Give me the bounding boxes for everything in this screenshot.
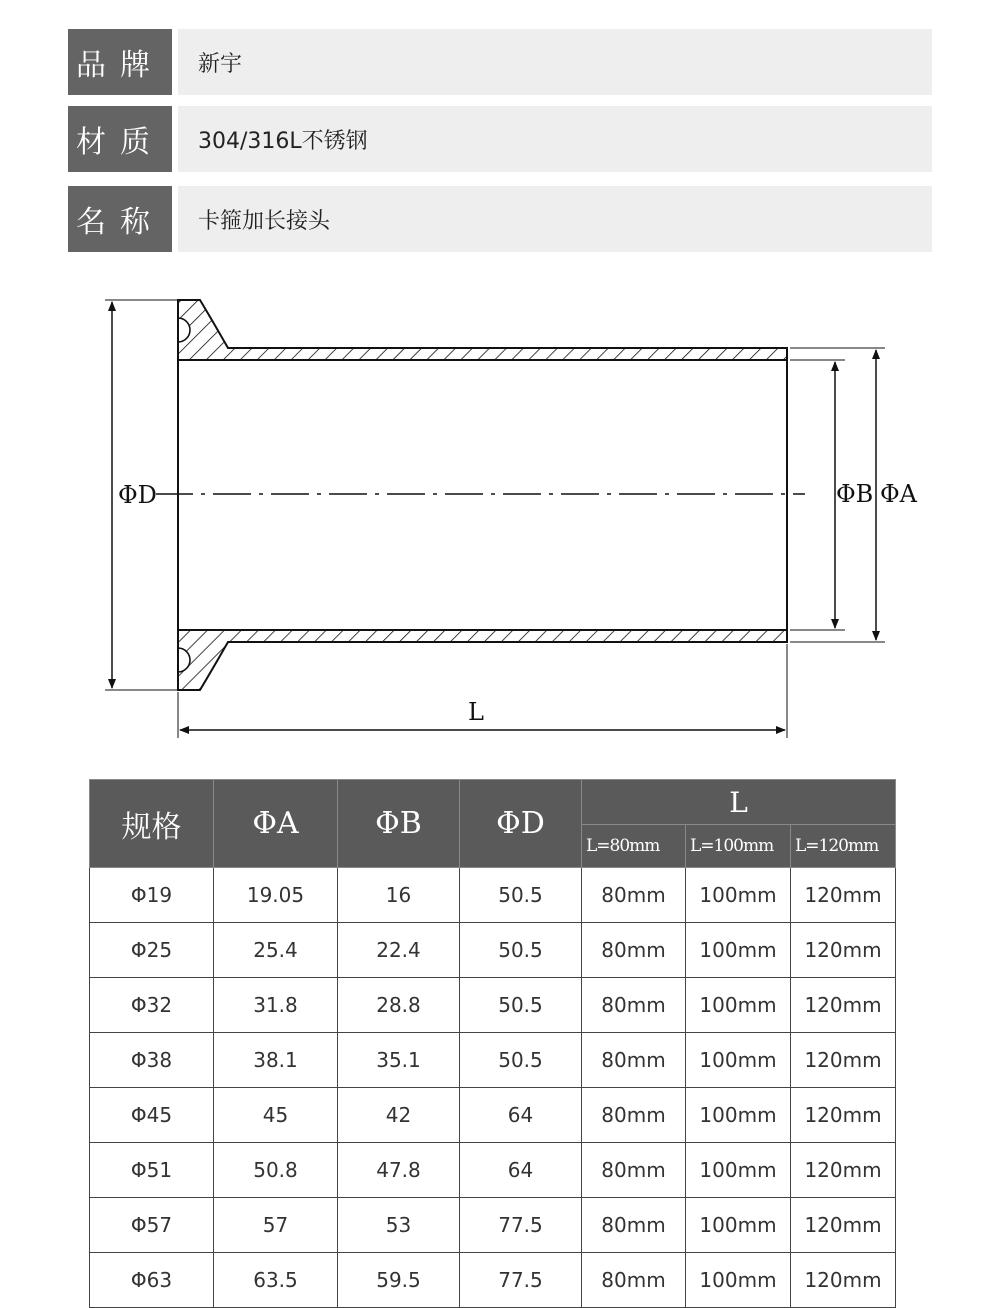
table-cell: Φ51 xyxy=(90,1143,214,1198)
table-cell: 120mm xyxy=(791,923,896,978)
table-cell: Φ25 xyxy=(90,923,214,978)
table-cell: 100mm xyxy=(686,1198,791,1253)
spec-table xyxy=(89,779,896,1308)
table-cell: 80mm xyxy=(582,923,686,978)
table-cell: 50.5 xyxy=(460,923,582,978)
table-cell: 120mm xyxy=(791,1088,896,1143)
table-row xyxy=(90,1088,896,1143)
info-row-material xyxy=(68,106,932,172)
table-row xyxy=(90,1033,896,1088)
info-value: 卡箍加长接头 xyxy=(178,186,932,252)
table-cell: 80mm xyxy=(582,1033,686,1088)
table-cell: 42 xyxy=(338,1088,460,1143)
table-cell: Φ57 xyxy=(90,1198,214,1253)
table-cell: 25.4 xyxy=(214,923,338,978)
table-cell: Φ19 xyxy=(90,868,214,923)
header-phi-b: ΦB xyxy=(338,780,460,868)
table-cell: 80mm xyxy=(582,1253,686,1308)
table-cell: 57 xyxy=(214,1198,338,1253)
table-row xyxy=(90,1143,896,1198)
table-cell: 80mm xyxy=(582,868,686,923)
table-cell: 31.8 xyxy=(214,978,338,1033)
table-cell: 100mm xyxy=(686,923,791,978)
label-phi-d: ΦD xyxy=(118,481,157,509)
table-cell: Φ38 xyxy=(90,1033,214,1088)
header-l-100: L=100mm xyxy=(686,825,791,868)
technical-drawing xyxy=(0,260,1000,760)
table-cell: 28.8 xyxy=(338,978,460,1033)
table-cell: 120mm xyxy=(791,1033,896,1088)
table-cell: 19.05 xyxy=(214,868,338,923)
table-cell: 77.5 xyxy=(460,1253,582,1308)
table-cell: 63.5 xyxy=(214,1253,338,1308)
table-cell: 100mm xyxy=(686,978,791,1033)
info-row-name xyxy=(68,186,932,252)
table-row xyxy=(90,868,896,923)
table-cell: 120mm xyxy=(791,978,896,1033)
table-cell: 80mm xyxy=(582,978,686,1033)
table-cell: 59.5 xyxy=(338,1253,460,1308)
table-cell: Φ45 xyxy=(90,1088,214,1143)
table-cell: 100mm xyxy=(686,1143,791,1198)
info-key: 名称 xyxy=(68,186,172,252)
header-l: L xyxy=(582,780,896,825)
table-cell: 120mm xyxy=(791,1143,896,1198)
table-cell: 64 xyxy=(460,1143,582,1198)
info-key: 品牌 xyxy=(68,29,172,95)
table-cell: 64 xyxy=(460,1088,582,1143)
table-cell: Φ32 xyxy=(90,978,214,1033)
table-cell: 50.5 xyxy=(460,1033,582,1088)
table-cell: 50.5 xyxy=(460,978,582,1033)
label-phi-b: ΦB xyxy=(836,480,874,508)
table-cell: 100mm xyxy=(686,868,791,923)
table-cell: 38.1 xyxy=(214,1033,338,1088)
table-cell: 120mm xyxy=(791,868,896,923)
table-cell: 80mm xyxy=(582,1198,686,1253)
header-l-120: L=120mm xyxy=(791,825,896,868)
table-cell: 80mm xyxy=(582,1088,686,1143)
info-key: 材质 xyxy=(68,106,172,172)
table-cell: 53 xyxy=(338,1198,460,1253)
table-row xyxy=(90,1253,896,1308)
table-row xyxy=(90,923,896,978)
table-cell: Φ63 xyxy=(90,1253,214,1308)
info-row-brand xyxy=(68,29,932,95)
table-cell: 50.8 xyxy=(214,1143,338,1198)
info-value: 304/316L不锈钢 xyxy=(178,106,932,172)
header-spec: 规格 xyxy=(90,780,214,868)
table-cell: 80mm xyxy=(582,1143,686,1198)
info-value: 新宇 xyxy=(178,29,932,95)
spec-table-body xyxy=(90,868,896,1308)
table-cell: 22.4 xyxy=(338,923,460,978)
table-row xyxy=(90,978,896,1033)
table-cell: 100mm xyxy=(686,1253,791,1308)
table-cell: 50.5 xyxy=(460,868,582,923)
table-cell: 45 xyxy=(214,1088,338,1143)
header-phi-d: ΦD xyxy=(460,780,582,868)
header-phi-a: ΦA xyxy=(214,780,338,868)
header-l-80: L=80mm xyxy=(582,825,686,868)
bottom-wall xyxy=(178,630,787,690)
table-cell: 47.8 xyxy=(338,1143,460,1198)
table-row xyxy=(90,1198,896,1253)
top-wall xyxy=(178,300,787,360)
table-cell: 120mm xyxy=(791,1198,896,1253)
table-cell: 100mm xyxy=(686,1088,791,1143)
table-cell: 16 xyxy=(338,868,460,923)
table-cell: 120mm xyxy=(791,1253,896,1308)
table-cell: 100mm xyxy=(686,1033,791,1088)
label-phi-a: ΦA xyxy=(880,480,918,508)
label-l: L xyxy=(468,698,484,726)
table-cell: 77.5 xyxy=(460,1198,582,1253)
table-cell: 35.1 xyxy=(338,1033,460,1088)
